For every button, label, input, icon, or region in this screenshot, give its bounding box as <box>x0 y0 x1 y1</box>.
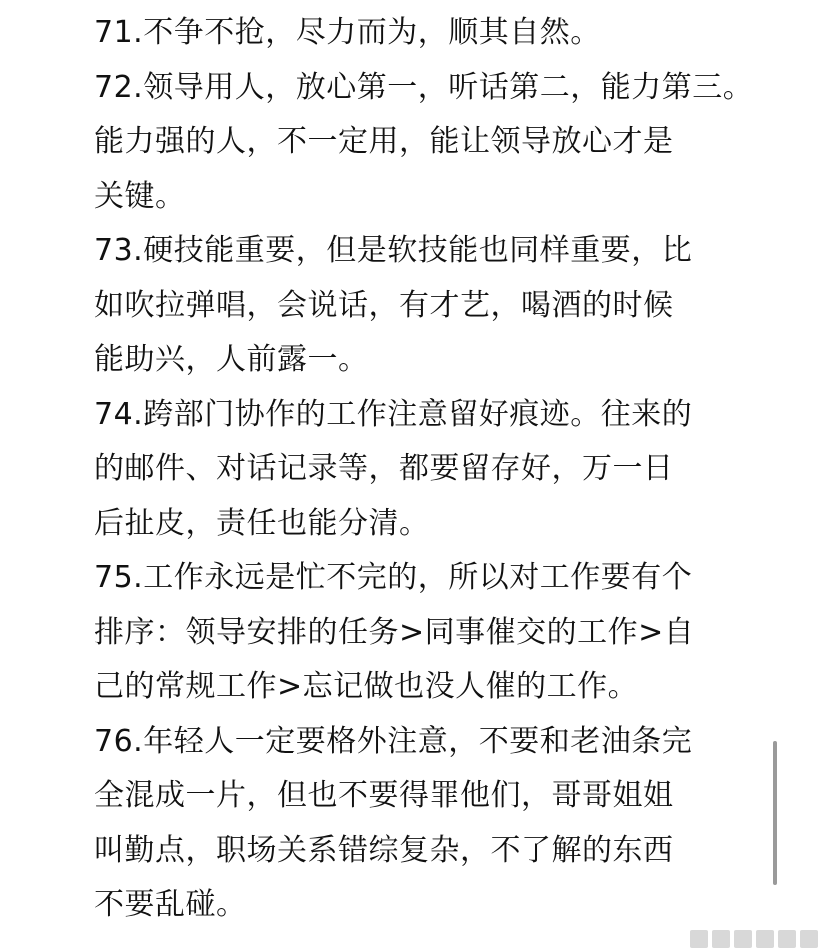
text-line: 的邮件、对话记录等，都要留存好，万一日 <box>94 451 674 486</box>
text-line: 74.跨部门协作的工作注意留好痕迹。往来的 <box>94 396 693 432</box>
text-line: 71.不争不抢，尽力而为，顺其自然。 <box>94 15 601 50</box>
watermark-mark <box>778 930 796 948</box>
text-line: 能助兴，人前露一。 <box>94 342 369 377</box>
watermark-mark <box>800 930 818 948</box>
watermark-mark <box>734 930 752 948</box>
watermark-mark <box>712 930 730 948</box>
document-body <box>94 6 754 933</box>
scrollbar[interactable] <box>773 741 777 885</box>
text-line: 叫勤点，职场关系错综复杂，不了解的东西 <box>94 832 674 868</box>
text-line: 不要乱碰。 <box>94 887 247 922</box>
text-line: 排序：领导安排的任务>同事催交的工作>自 <box>94 614 695 650</box>
text-line: 72.领导用人，放心第一，听话第二，能力第三。 <box>94 69 754 105</box>
watermark <box>690 930 818 948</box>
text-line: 如吹拉弹唱，会说话，有才艺，喝酒的时候 <box>94 287 674 323</box>
text-line: 全混成一片，但也不要得罪他们，哥哥姐姐 <box>94 778 674 813</box>
text-line: 75.工作永远是忙不完的，所以对工作要有个 <box>94 560 693 595</box>
text-line: 能力强的人，不一定用，能让领导放心才是 <box>94 124 674 159</box>
text-line: 己的常规工作>忘记做也没人催的工作。 <box>94 669 639 704</box>
watermark-mark <box>756 930 774 948</box>
watermark-logo-icon <box>690 930 708 948</box>
text-line: 关键。 <box>94 178 186 214</box>
text-line: 76.年轻人一定要格外注意，不要和老油条完 <box>94 723 693 759</box>
text-line: 73.硬技能重要，但是软技能也同样重要，比 <box>94 233 693 268</box>
text-line: 后扯皮，责任也能分清。 <box>94 505 430 541</box>
